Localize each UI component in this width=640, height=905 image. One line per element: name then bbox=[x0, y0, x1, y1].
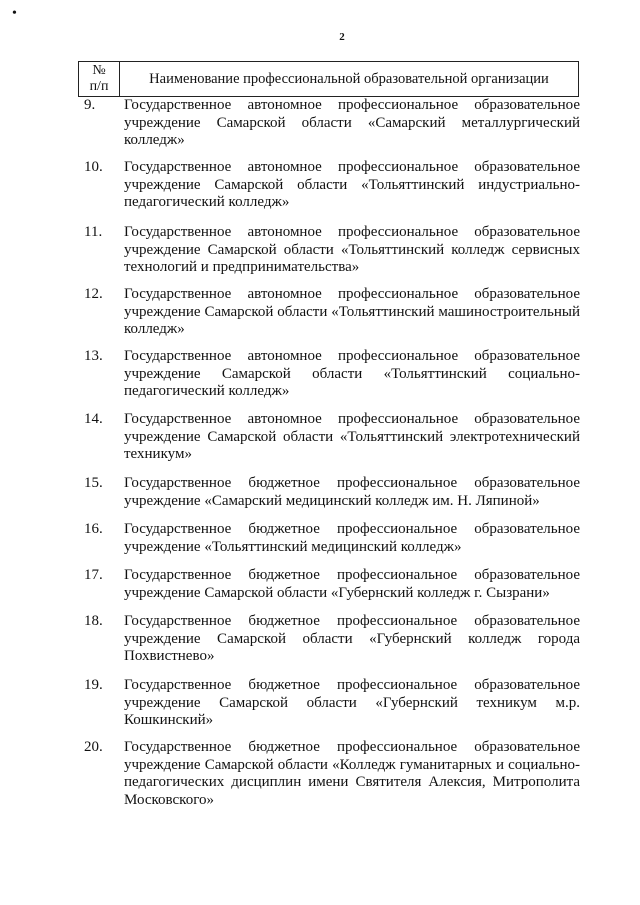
list-item-text: Государственное автономное профессиональное образовательное учреждение Самарской области «Самарский металлургический колледж» bbox=[124, 97, 580, 148]
list-item-number: 10. bbox=[84, 159, 103, 175]
column-number-header-line2: п/п bbox=[89, 79, 109, 94]
list-item-text: Государственное бюджетное профессиональное образовательное учреждение Самарской области «Губернский техникум м.р. Кошкинский» bbox=[124, 677, 580, 728]
list-item-number: 12. bbox=[84, 286, 103, 302]
list-item-text: Государственное бюджетное профессиональное образовательное учреждение «Самарский медицинский колледж им. Н. Ляпиной» bbox=[124, 475, 580, 509]
list-item-text: Государственное бюджетное профессиональное образовательное учреждение «Тольяттинский медицинский колледж» bbox=[124, 521, 580, 555]
list-item bbox=[84, 613, 580, 666]
list-item-number: 15. bbox=[84, 475, 103, 491]
list-item-text: Государственное автономное профессиональное образовательное учреждение Самарской области «Тольяттинский социально-педагогический колледж» bbox=[124, 348, 580, 399]
list-item-number: 13. bbox=[84, 348, 103, 364]
list-item bbox=[84, 567, 580, 602]
list-item-text: Государственное автономное профессиональное образовательное учреждение Самарской области «Тольяттинский электротехнический техникум» bbox=[124, 411, 580, 462]
list-item bbox=[84, 677, 580, 730]
list-item bbox=[84, 224, 580, 277]
column-number-header bbox=[79, 62, 120, 96]
list-item bbox=[84, 411, 580, 464]
list-item-number: 14. bbox=[84, 411, 103, 427]
list-item-text: Государственное бюджетное профессиональное образовательное учреждение Самарской области «Колледж гуманитарных и социально-педагогических дисциплин имени Святителя Алексия, Митрополита Московского» bbox=[124, 739, 580, 808]
list-item-text: Государственное автономное профессиональное образовательное учреждение Самарской области «Тольяттинский машиностроительный колледж» bbox=[124, 286, 580, 337]
list-item-number: 19. bbox=[84, 677, 103, 693]
list-item bbox=[84, 739, 580, 809]
list-item bbox=[84, 286, 580, 339]
list-item-text: Государственное бюджетное профессиональное образовательное учреждение Самарской области «Губернский колледж г. Сызрани» bbox=[124, 567, 580, 601]
table-header bbox=[78, 61, 579, 97]
list-item-number: 16. bbox=[84, 521, 103, 537]
list-item-number: 9. bbox=[84, 97, 96, 113]
list-item bbox=[84, 348, 580, 401]
list-item-text: Государственное бюджетное профессиональное образовательное учреждение Самарской области «Губернский колледж города Похвистнево» bbox=[124, 613, 580, 664]
list-item bbox=[84, 521, 580, 556]
column-name-header: Наименование профессиональной образовательной организации bbox=[149, 70, 549, 87]
list-item bbox=[84, 159, 580, 212]
page-number: 2 bbox=[339, 31, 345, 43]
list-item-text: Государственное автономное профессиональное образовательное учреждение Самарской области «Тольяттинский колледж сервисных технологий и предпринимательства» bbox=[124, 224, 580, 275]
column-number-header-line1: № bbox=[92, 63, 106, 78]
list-item-number: 11. bbox=[84, 224, 103, 240]
list-item-number: 17. bbox=[84, 567, 103, 583]
list-item-number: 18. bbox=[84, 613, 103, 629]
list-item bbox=[84, 97, 580, 150]
list-item-number: 20. bbox=[84, 739, 103, 755]
list-item bbox=[84, 475, 580, 510]
list-item-text: Государственное автономное профессиональное образовательное учреждение Самарской области «Тольяттинский индустриально-педагогический колледж» bbox=[124, 159, 580, 210]
corner-mark: • bbox=[12, 6, 17, 21]
